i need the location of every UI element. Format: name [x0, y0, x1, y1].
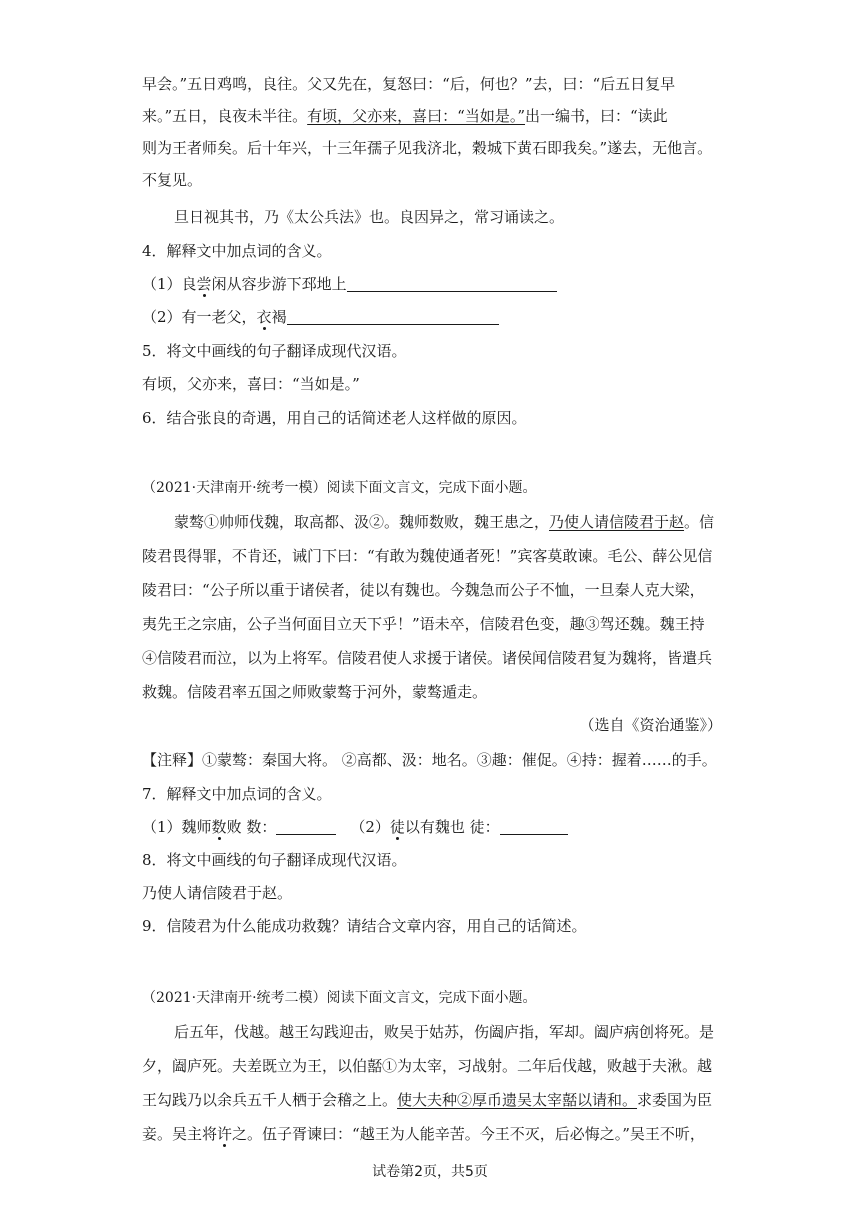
passage2-line-4: 夷先王之宗庙，公子当何面目立天下乎！”语未卒，信陵君色变，趣③驾还魏。魏王持 [142, 615, 705, 633]
page-footer: 试卷第2页，共5页 [372, 1164, 488, 1180]
passage3-line-3: 王勾践乃以余兵五千人栖于会稽之上。使大夫种②厚币遗吴太宰嚭以请和。求委国为臣 [142, 1091, 713, 1109]
question-4-item-1: （1）良尝闲从容步游下邳地上 [142, 273, 860, 295]
question-8-title: 8．将文中画线的句子翻译成现代汉语。 [142, 851, 407, 869]
passage1-line-4: 不复见。 [142, 171, 203, 189]
passage1-line-1: 早会。”五日鸡鸣，良往。父又先在，复怒曰：“后，何也？”去，曰：“后五日复早 [142, 75, 676, 93]
passage3-line-2: 夕，阖庐死。夫差既立为王，以伯嚭①为太宰，习战射。二年后伐越，败越于夫湫。越 [142, 1057, 713, 1075]
dotted-word: 数 [211, 818, 227, 836]
dotted-word: 徒 [389, 818, 405, 836]
answer-blank[interactable] [287, 308, 499, 325]
question-7-title: 7．解释文中加点词的含义。 [142, 785, 332, 803]
question-7-items: （1）魏师数败 数： （2）徒以有魏也 徒： [142, 816, 860, 838]
question-8-sentence: 乃使人请信陵君于赵。 [142, 884, 293, 902]
passage2-line-6: 救魏。信陵君率五国之师败蒙骜于河外，蒙骜遁走。 [142, 683, 488, 701]
dotted-word: 许 [217, 1125, 233, 1143]
passage3-header: （2021·天津南开·统考二模）阅读下面文言文，完成下面小题。 [142, 990, 537, 1006]
question-5-title: 5．将文中画线的句子翻译成现代汉语。 [142, 342, 407, 360]
passage2-line-1: 蒙骜①帅师伐魏，取高都、汲②。魏师数败，魏王患之，乃使人请信陵君于赵。信 [174, 513, 715, 531]
passage2-header: （2021·天津南开·统考一模）阅读下面文言文，完成下面小题。 [142, 480, 537, 496]
passage2-line-2: 陵君畏得罪，不肯还，诫门下曰：“有敢为魏使通者死！”宾客莫敢谏。毛公、薛公见信 [142, 547, 713, 565]
question-4-item-2: （2）有一老父，衣褐 [142, 306, 860, 328]
underlined-sentence: 有顷，父亦来，喜曰：“当如是。” [307, 107, 526, 125]
question-4-title: 4．解释文中加点词的含义。 [142, 242, 332, 260]
passage2-source: （选自《资治通鉴》） [579, 716, 722, 734]
passage1-line-5: 旦日视其书，乃《太公兵法》也。良因异之，常习诵读之。 [174, 208, 565, 226]
passage3-line-1: 后五年，伐越。越王勾践迎击，败吴于姑苏，伤阖庐指，军却。阖庐病创将死。是 [174, 1023, 715, 1041]
passage1-line-2: 来。”五日，良夜未半往。有顷，父亦来，喜曰：“当如是。”出一编书，曰：“读此 [142, 107, 668, 125]
underlined-sentence: 乃使人请信陵君于赵 [549, 513, 685, 531]
question-5-sentence: 有顷，父亦来，喜曰：“当如是。” [142, 375, 360, 393]
dotted-word: 尝 [196, 275, 212, 293]
passage2-line-5: ④信陵君而泣，以为上将军。信陵君使人求援于诸侯。诸侯闻信陵君复为魏将，皆遣兵 [142, 649, 713, 667]
answer-blank[interactable] [276, 818, 336, 835]
answer-blank[interactable] [347, 275, 557, 292]
passage1-line-3: 则为王者师矣。后十年兴，十三年孺子见我济北，穀城下黄石即我矣。”遂去，无他言。 [142, 139, 713, 157]
passage3-line-4: 妾。吴主将许之。伍子胥谏曰：“越王为人能辛苦。今王不灭，后必悔之。”吴王不听， [142, 1125, 705, 1143]
question-9-title: 9．信陵君为什么能成功救魏？请结合文章内容，用自己的话简述。 [142, 917, 587, 935]
passage2-line-3: 陵君曰：“公子所以重于诸侯者，徒以有魏也。今魏急而公子不恤，一旦秦人克大梁， [142, 581, 705, 599]
passage2-notes: 【注释】①蒙骜：秦国大将。 ②高都、汲：地名。③趣：催促。④持：握着……的手。 [142, 751, 717, 769]
answer-blank[interactable] [500, 818, 568, 835]
underlined-sentence: 使大夫种②厚币遗吴太宰嚭以请和。 [397, 1091, 638, 1109]
question-6-title: 6．结合张良的奇遇，用自己的话简述老人这样做的原因。 [142, 409, 527, 427]
dotted-word: 衣 [256, 308, 272, 326]
